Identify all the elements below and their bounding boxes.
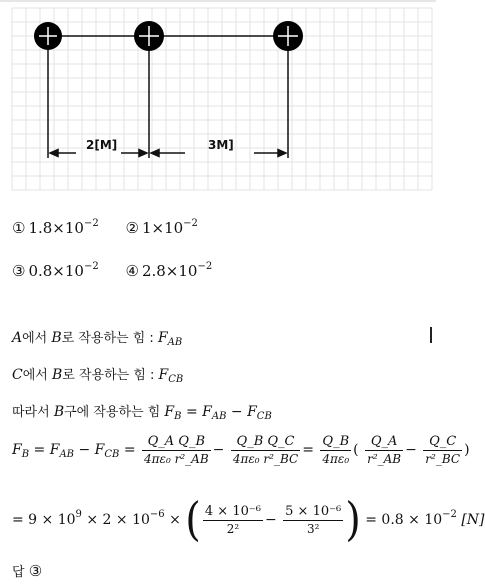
text-cursor (430, 327, 432, 343)
solution-line-1: A에서 B로 작용하는 힘 : $F_{AB}$ (12, 330, 183, 348)
fraction-2: $\frac{\text{Q\_B Q\_C}}{\text{4πε₀ r²\_BC}}$ (232, 434, 299, 466)
fraction-5: $\frac{Q\_C}{\text{r²\_BC}}$ (425, 434, 461, 466)
solution-line-5: = $9 \times 10^9 \times 2 \times 10^{-6}$ × ( $\frac{\text{4 × 10⁻⁶}}{\text{2²}}$ − $\frac{\text{5 × 10⁻⁶}}{\text{3²}}$ ) = $0.8 \times 10^{-2}$ [N] (12, 493, 485, 547)
choice-3[interactable]: ③ $0.8\times 10^{-2}$ (12, 261, 99, 280)
choice-4[interactable]: ④ $2.8\times 10^{-2}$ (125, 261, 213, 280)
charge-diagram (0, 0, 436, 192)
fraction-3: $\frac{Q\_B}{\text{4πε₀}}$ (322, 434, 350, 466)
fraction-6: $\frac{\text{4 × 10⁻⁶}}{\text{2²}}$ (204, 504, 261, 536)
choice-row-1 (12, 219, 220, 237)
answer-number: ③ (28, 562, 43, 580)
distance-label-bc: 3M] (208, 138, 234, 152)
fraction-7: $\frac{\text{5 × 10⁻⁶}}{\text{3²}}$ (285, 504, 342, 536)
choice-1[interactable]: ① $1.8\times 10^{-2}$ (12, 218, 99, 237)
charge-a (34, 22, 62, 50)
choice-row-2 (12, 262, 234, 280)
answer-line (12, 561, 45, 580)
choice-2[interactable]: ② $1\times 10^{-2}$ (125, 218, 198, 237)
solution-line-4: $F_B = F_{AB} - F_{CB}$ = $\frac{\text{Q\_A Q\_B}}{\text{4πε₀ r²\_AB}}$ − $\frac{\text{Q\_B Q\_C}}{\text{4πε₀ r²\_BC}}$ = $\frac{Q\_B}{\text{4πε₀}}$ ( $\frac{Q\_A}{\text{r²\_AB}}$ − $\frac{Q\_C}{\text{r²\_BC}}$ ) (12, 434, 470, 466)
charge-b (134, 21, 164, 51)
fraction-4: $\frac{Q\_A}{\text{r²\_AB}}$ (367, 434, 402, 466)
solution-line-2: C에서 B로 작용하는 힘 : $F_{CB}$ (12, 367, 184, 385)
answer-label: 답 (12, 565, 29, 580)
distance-label-ab: 2[M] (86, 138, 118, 152)
charge-c (273, 21, 303, 51)
solution-line-3: 따라서 B구에 작용하는 힘 $F_B = F_{AB} - F_{CB}$ (12, 404, 272, 422)
fraction-1: $\frac{\text{Q\_A Q\_B}}{\text{4πε₀ r²\_AB}}$ (144, 434, 209, 466)
